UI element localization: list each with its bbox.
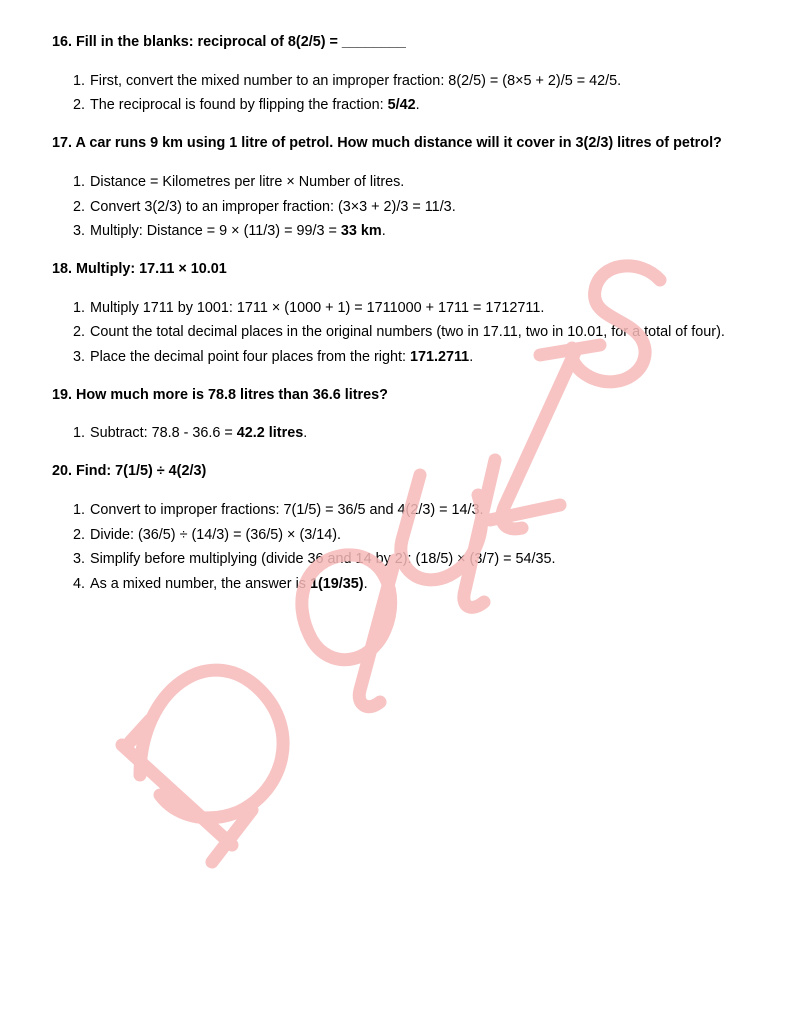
step-list <box>52 421 742 446</box>
step-text: Subtract: 78.8 - 36.6 = <box>90 425 237 442</box>
step-number: 1. <box>73 425 86 442</box>
step-text: Convert to improper fractions: 7(1/5) = 36/5 and 4(2/3) = 14/3. <box>90 501 484 518</box>
step-list <box>52 69 742 118</box>
list-item <box>52 498 742 523</box>
step-text: Distance = Kilometres per litre × Number of litres. <box>90 173 405 190</box>
question-title: 20. Find: 7(1/5) ÷ 4(2/3) <box>52 463 207 480</box>
step-list <box>52 498 742 597</box>
step-number: 1. <box>73 501 86 518</box>
answer-bold: 171.2711 <box>409 349 470 366</box>
step-text: First, convert the mixed number to an improper fraction: 8(2/5) = (8×5 + 2)/5 = 42/5. <box>90 72 622 89</box>
step-number: 3. <box>73 223 86 240</box>
step-number: 1. <box>73 72 86 89</box>
step-punct: . <box>381 223 386 240</box>
step-text: Place the decimal point four places from the right: <box>90 349 410 366</box>
list-item <box>52 170 742 195</box>
step-number: 3. <box>73 349 86 366</box>
document-page <box>52 30 742 597</box>
step-text: Multiply: Distance = 9 × (11/3) = 99/3 = <box>90 223 341 240</box>
step-list <box>52 170 742 244</box>
step-number: 4. <box>73 575 86 592</box>
step-text: Convert 3(2/3) to an improper fraction: (3×3 + 2)/3 = 11/3. <box>90 198 456 215</box>
list-item <box>52 421 742 446</box>
list-item <box>52 69 742 94</box>
question-19 <box>52 383 742 446</box>
step-number: 2. <box>73 198 86 215</box>
answer-bold: 1(19/35) <box>309 575 364 592</box>
list-item <box>52 320 742 345</box>
step-text: Simplify before multiplying (divide 36 and 14 by 2): (18/5) × (3/7) = 54/35. <box>90 551 556 568</box>
step-text: As a mixed number, the answer is <box>90 575 310 592</box>
step-number: 2. <box>73 324 86 341</box>
step-punct: . <box>363 575 368 592</box>
list-item <box>52 219 742 244</box>
question-20 <box>52 459 742 597</box>
question-18 <box>52 257 742 370</box>
question-title: 16. Fill in the blanks: reciprocal of 8(2/5) = ________ <box>52 34 406 50</box>
step-text: Divide: (36/5) ÷ (14/3) = (36/5) × (3/14). <box>90 526 342 543</box>
question-title: 17. A car runs 9 km using 1 litre of petrol. How much distance will it cover in 3(2/3) litres of petrol? <box>52 135 722 152</box>
step-punct: . <box>469 349 474 366</box>
list-item <box>52 296 742 321</box>
question-16 <box>52 30 742 118</box>
list-item <box>52 523 742 548</box>
question-17 <box>52 131 742 244</box>
watermark-label: pauls <box>0 0 3 1</box>
step-number: 1. <box>73 299 86 316</box>
step-number: 2. <box>73 526 86 543</box>
step-punct: . <box>303 425 308 442</box>
question-title: 18. Multiply: 17.11 × 10.01 <box>52 260 227 277</box>
answer-bold: 42.2 litres <box>236 425 304 442</box>
step-number: 2. <box>73 97 86 114</box>
list-item <box>52 572 742 597</box>
answer-bold: 33 km <box>340 223 382 240</box>
answer-bold: 5/42 <box>387 97 416 114</box>
list-item <box>52 195 742 220</box>
step-text: The reciprocal is found by flipping the fraction: <box>90 97 388 114</box>
step-text: Multiply 1711 by 1001: 1711 × (1000 + 1) = 1711000 + 1711 = 1712711. <box>90 299 545 316</box>
step-punct: . <box>415 97 420 114</box>
step-list <box>52 296 742 370</box>
step-number: 3. <box>73 551 86 568</box>
list-item <box>52 547 742 572</box>
step-number: 1. <box>73 173 86 190</box>
question-title: 19. How much more is 78.8 litres than 36.6 litres? <box>52 386 388 403</box>
step-text: Count the total decimal places in the original numbers (two in 17.11, two in 10.01, for a total of four). <box>90 324 725 341</box>
list-item <box>52 93 742 118</box>
list-item <box>52 345 742 370</box>
